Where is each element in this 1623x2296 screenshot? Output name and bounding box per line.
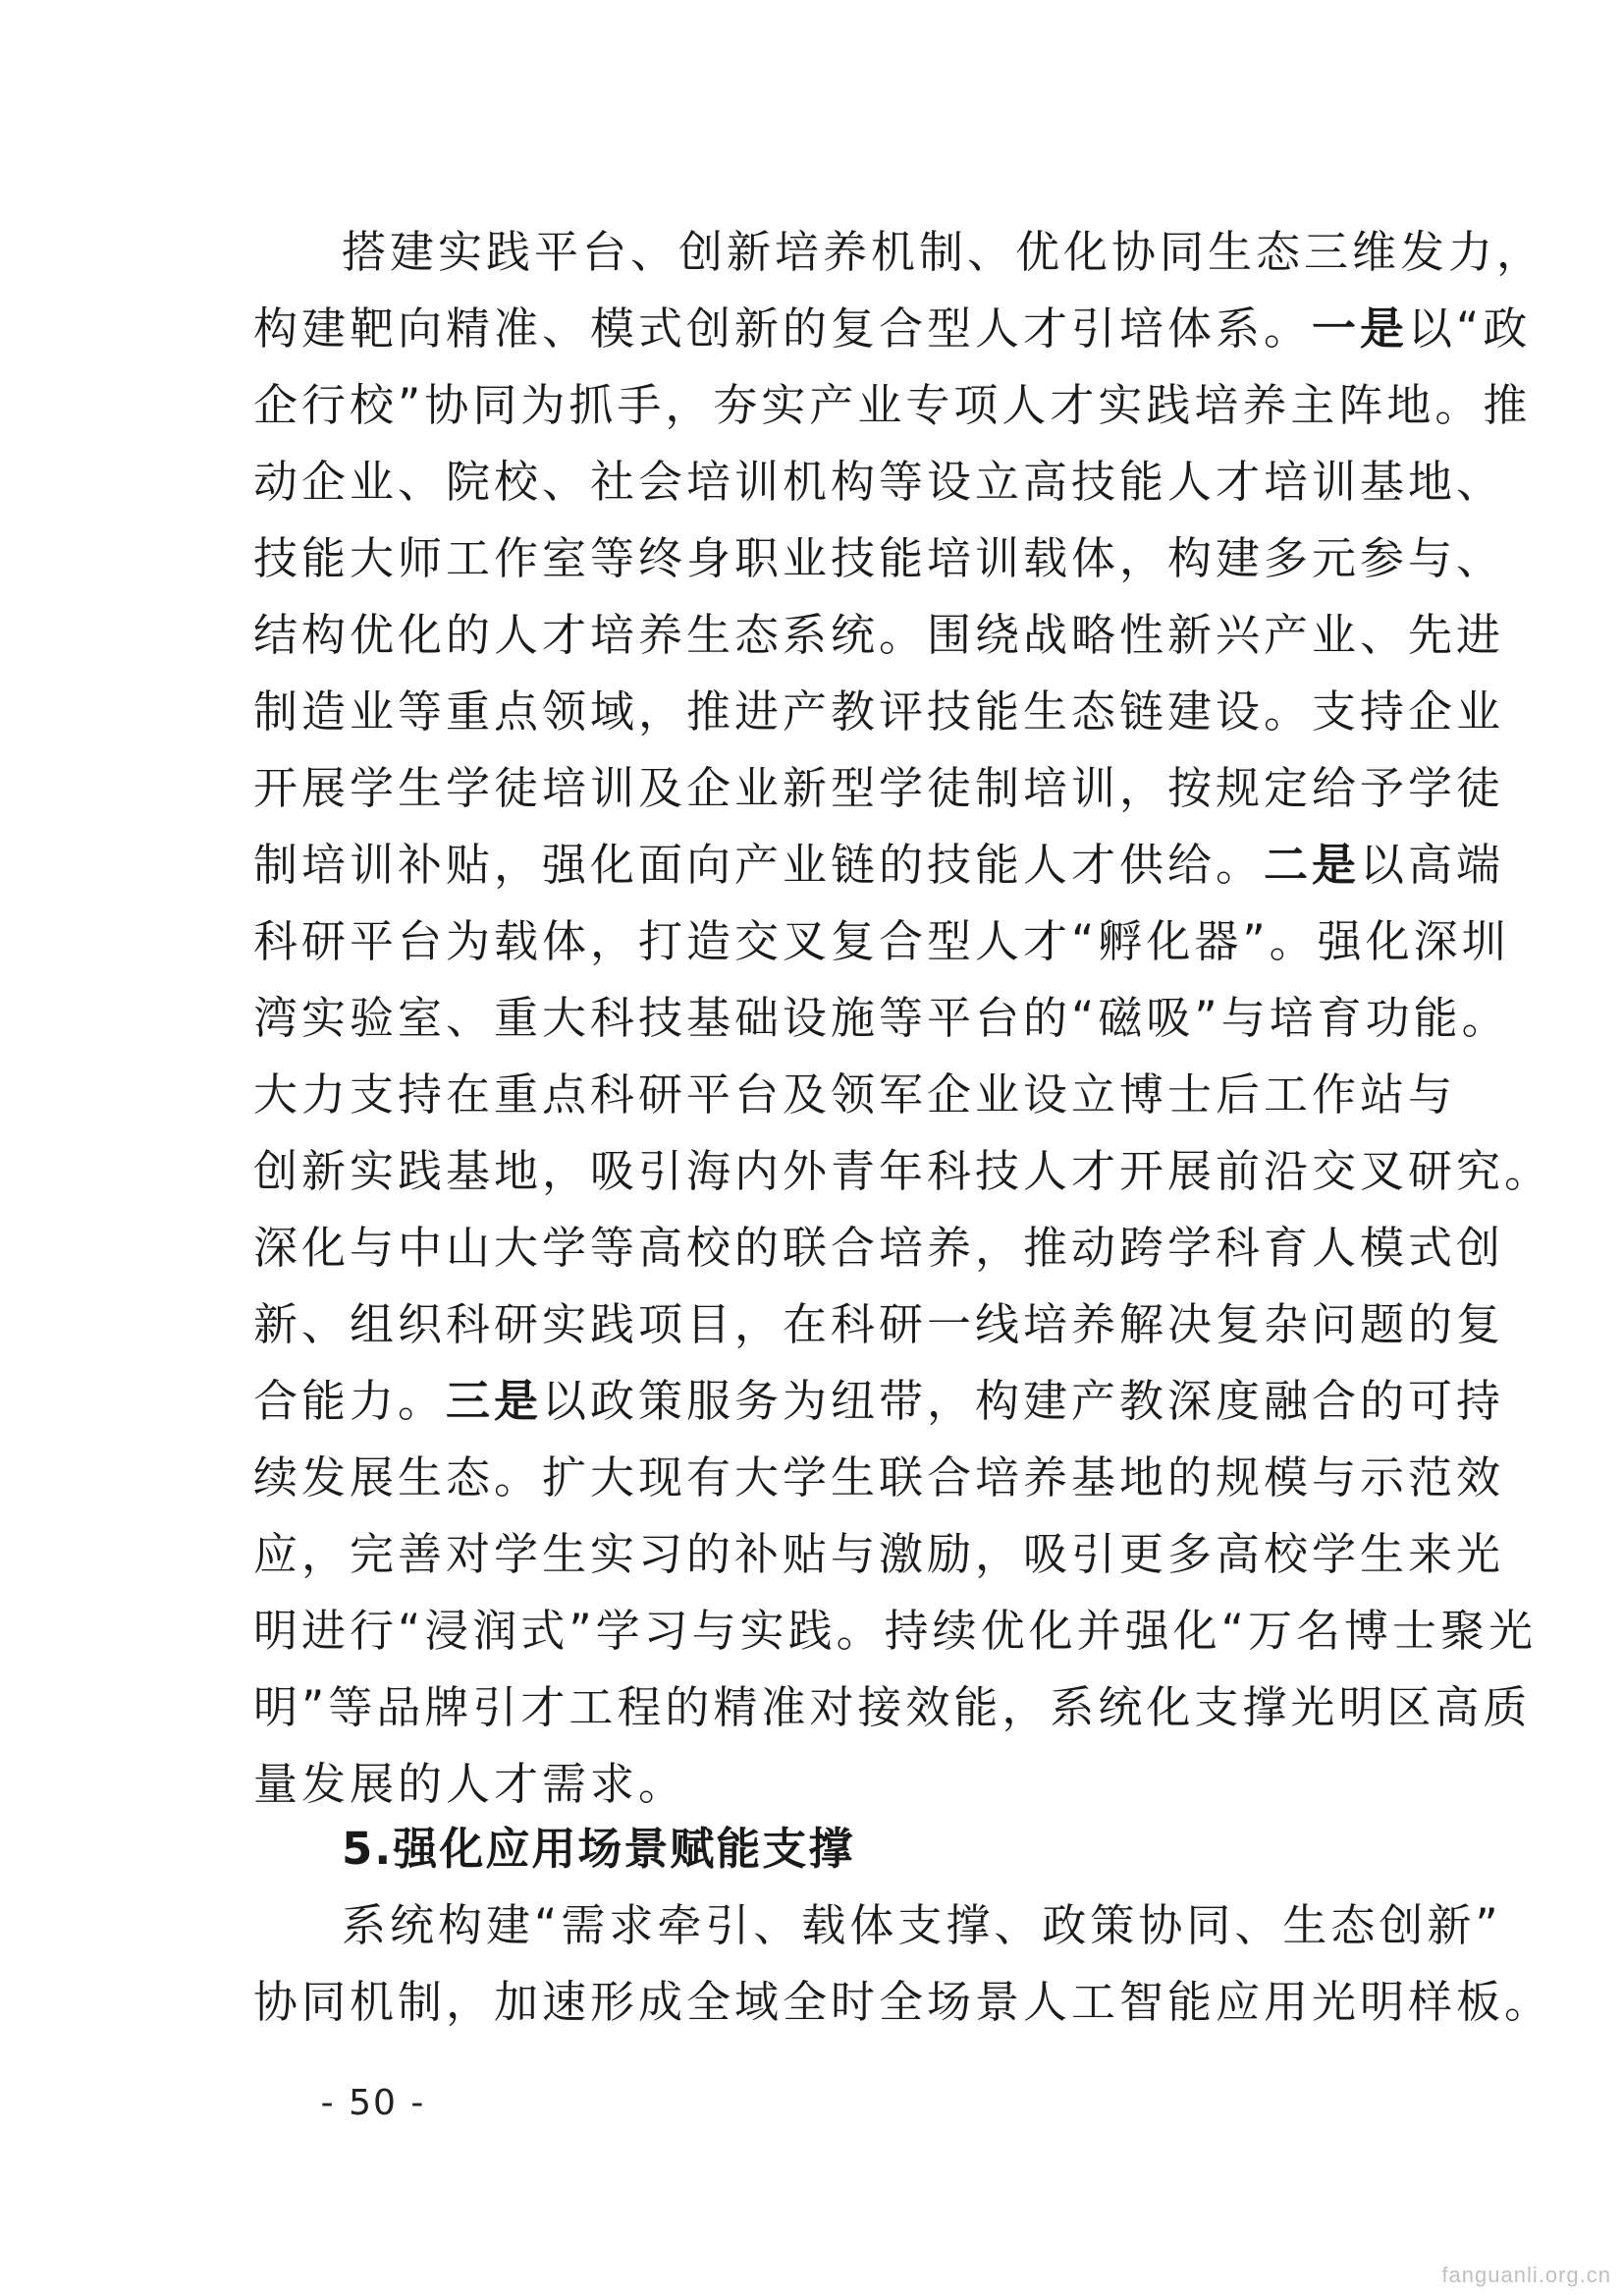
watermark: fanguanli.org.cn	[1441, 2263, 1611, 2287]
paragraph-line: 制造业等重点领域，推进产教评技能生态链建设。支持企业	[253, 685, 1505, 738]
paragraph-line: 技能大师工作室等终身职业技能培训载体，构建多元参与、	[253, 532, 1505, 584]
paragraph-line: 构建靶向精准、模式创新的复合型人才引培体系。一是以“政	[253, 302, 1532, 355]
paragraph-line: 新、组织科研实践项目，在科研一线培养解决复杂问题的复	[253, 1298, 1505, 1350]
paragraph-line: 科研平台为载体，打造交叉复合型人才“孵化器”。强化深圳	[253, 915, 1510, 967]
paragraph-line: 量发展的人才需求。	[253, 1758, 687, 1810]
paragraph-line: 深化与中山大学等高校的联合培养，推动跨学科育人模式创	[253, 1222, 1505, 1274]
paragraph-line: 开展学生学徒培训及企业新型学徒制培训，按规定给予学徒	[253, 762, 1505, 814]
paragraph-line: 结构优化的人才培养生态系统。围绕战略性新兴产业、先进	[253, 609, 1505, 661]
paragraph-line: 协同机制，加速形成全域全时全场景人工智能应用光明样板。	[253, 1976, 1553, 2028]
bold-keyword: 一是	[1312, 302, 1409, 355]
paragraph-line: 系统构建“需求牵引、载体支撑、政策协同、生态创新”	[342, 1899, 1502, 1951]
paragraph-line: 企行校”协同为抓手，夯实产业专项人才实践培养主阵地。推	[253, 379, 1532, 431]
paragraph-line: 制培训补贴，强化面向产业链的技能人才供给。二是以高端	[253, 839, 1505, 891]
paragraph-line: 大力支持在重点科研平台及领军企业设立博士后工作站与	[253, 1068, 1457, 1121]
section-heading: 5.强化应用场景赋能支撑	[342, 1823, 855, 1875]
bold-keyword: 三是	[446, 1375, 543, 1427]
paragraph-line: 动企业、院校、社会培训机构等设立高技能人才培训基地、	[253, 456, 1505, 508]
paragraph-line: 搭建实践平台、创新培养机制、优化协同生态三维发力，	[342, 226, 1545, 278]
paragraph-line: 创新实践基地，吸引海内外青年科技人才开展前沿交叉研究。	[253, 1145, 1553, 1197]
paragraph-line: 明进行“浸润式”学习与实践。持续优化并强化“万名博士聚光	[253, 1605, 1537, 1657]
paragraph-line: 续发展生态。扩大现有大学生联合培养基地的规模与示范效	[253, 1451, 1505, 1503]
paragraph-line: 明”等品牌引才工程的精准对接效能，系统化支撑光明区高质	[253, 1681, 1532, 1733]
paragraph-line: 湾实验室、重大科技基础设施等平台的“磁吸”与培育功能。	[253, 992, 1510, 1044]
bold-keyword: 二是	[1264, 839, 1361, 891]
paragraph-line: 合能力。三是以政策服务为纽带，构建产教深度融合的可持	[253, 1375, 1505, 1427]
page-number: - 50 -	[320, 2083, 426, 2123]
paragraph-line: 应，完善对学生实习的补贴与激励，吸引更多高校学生来光	[253, 1528, 1505, 1580]
